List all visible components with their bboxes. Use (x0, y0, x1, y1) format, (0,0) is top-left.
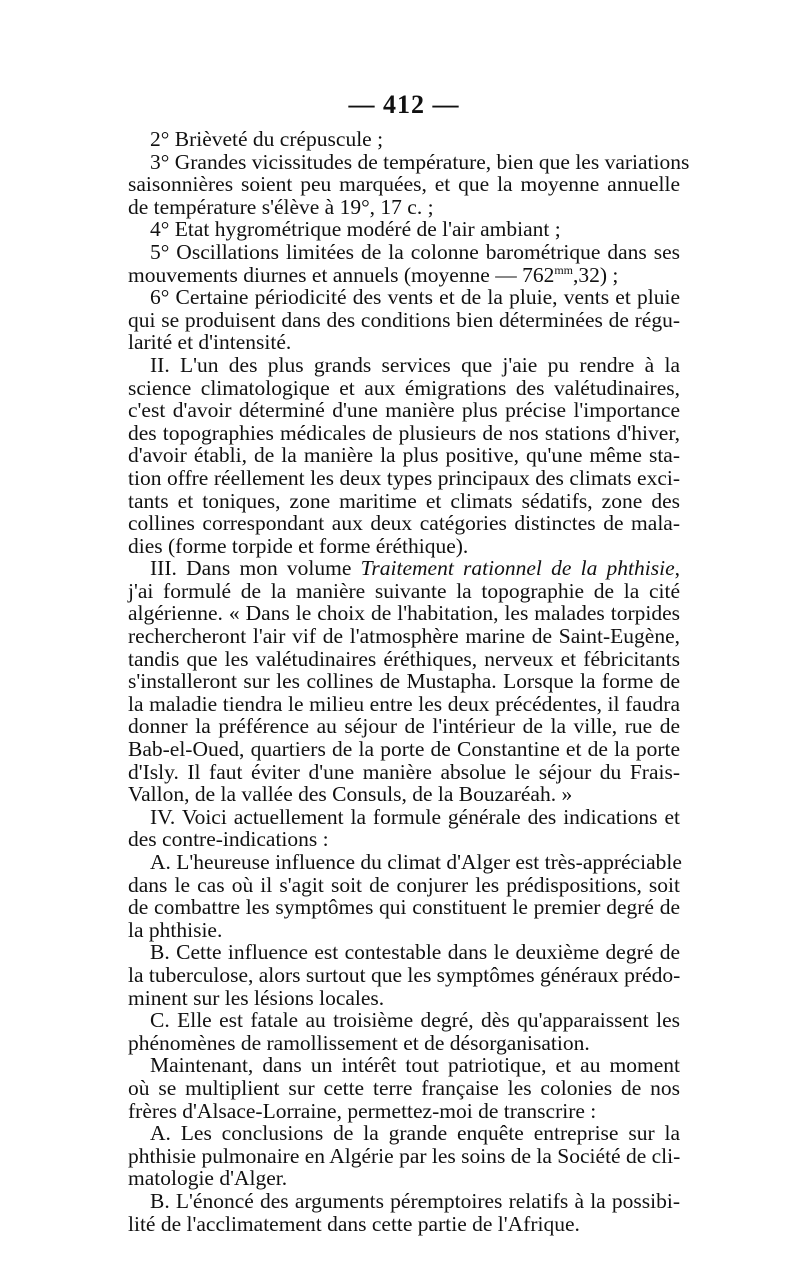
page-number: — 412 — (348, 90, 460, 119)
text-line: c'est d'avoir déterminé d'une manière plus précise l'importance (128, 398, 680, 423)
text-line: collines correspondant aux deux catégories distinctes de mala- (128, 511, 680, 536)
book-page (128, 88, 690, 1236)
text-line: de combattre les symptômes qui constituent le premier degré de (128, 895, 680, 920)
text-line: B. L'énoncé des arguments péremptoires relatifs à la possibi- (150, 1188, 680, 1213)
text-body (128, 127, 690, 1236)
text-line: dies (forme torpide et forme éréthique). (128, 533, 469, 558)
text-line: donner la préférence au séjour de l'intérieur de la ville, rue de (128, 714, 680, 739)
text-line: Vallon, de la vallée des Consuls, de la Bouzaréah. » (128, 782, 573, 807)
text-line: d'Isly. Il faut éviter d'une manière absolue le séjour du Frais- (128, 759, 680, 784)
text-line: d'avoir établi, de la manière la plus positive, qu'une même sta- (128, 443, 680, 468)
text-line: phénomènes de ramollissement et de désorganisation. (128, 1030, 590, 1055)
text-line: mouvements diurnes et annuels (moyenne — $762^{mm},32$) ; (128, 262, 619, 287)
text-line: la phthisie. (128, 917, 223, 942)
text-line: B. Cette influence est contestable dans le deuxième degré de (150, 940, 680, 965)
text-line: phthisie pulmonaire en Algérie par les soins de la Société de cli- (128, 1143, 681, 1168)
unit-superscript: mm (554, 262, 573, 277)
book-title: Traitement rationnel de la phthisie (360, 556, 675, 581)
text-line: saisonnières soient peu marquées, et que la moyenne annuelle (128, 172, 680, 197)
text-line: 3° Grandes vicissitudes de température, bien que les variations (150, 149, 690, 174)
text-line: des topographies médicales de plusieurs de nos stations d'hiver, (128, 420, 680, 445)
text-line: algérienne. « Dans le choix de l'habitation, les malades torpides (128, 601, 680, 626)
text-line: 2° Brièveté du crépuscule ; (150, 127, 384, 151)
text-line: 6° Certaine périodicité des vents et de la pluie, vents et pluie (150, 285, 680, 310)
text-line: A. L'heureuse influence du climat d'Alger est très-appréciable (150, 850, 682, 874)
text-line: III. Dans mon volume Traitement rationnel de la phthisie, (150, 556, 680, 581)
text-line: où se multiplient sur cette terre française les colonies de nos (128, 1075, 680, 1100)
text-line: s'installeront sur les collines de Mustapha. Lorsque la forme de (128, 669, 680, 694)
text-line: A. Les conclusions de la grande enquête entreprise sur la (150, 1121, 680, 1146)
text-line: matologie d'Alger. (128, 1166, 288, 1191)
text-line: II. L'un des plus grands services que j'aie pu rendre à la (150, 352, 680, 377)
text-line: j'ai formulé de la manière suivante la topographie de la cité (128, 578, 680, 603)
text-line: frères d'Alsace-Lorraine, permettez-moi de transcrire : (128, 1098, 597, 1123)
text-line: science climatologique et aux émigrations des valétudinaires, (128, 375, 680, 400)
text-line: de température s'élève à 19°, 17 c. ; (128, 194, 434, 219)
text-line: des contre-indications : (128, 827, 329, 852)
text-line: 4° Etat hygrométrique modéré de l'air ambiant ; (150, 217, 561, 242)
text-line: tants et toniques, zone maritime et climats sédatifs, zone des (128, 488, 680, 513)
text-line: la tuberculose, alors surtout que les symptômes généraux prédo- (128, 962, 681, 987)
text-line: IV. Voici actuellement la formule générale des indications et (150, 804, 680, 829)
text-line: Bab-el-Oued, quartiers de la porte de Constantine et de la porte (128, 737, 680, 762)
text-line: rechercheront l'air vif de l'atmosphère marine de Saint-Eugène, (128, 624, 680, 649)
text-line: 5° Oscillations limitées de la colonne barométrique dans ses (150, 239, 680, 264)
text-line: tion offre réellement les deux types principaux des climats exci- (128, 465, 680, 490)
text-line: dans le cas où il s'agit soit de conjurer les prédispositions, soit (128, 872, 680, 897)
text-line: qui se produisent dans des conditions bien déterminées de régu- (128, 307, 680, 332)
text-line: C. Elle est fatale au troisième degré, dès qu'apparaissent les (150, 1008, 680, 1033)
text-line: lité de l'acclimatement dans cette partie de l'Afrique. (128, 1211, 580, 1236)
text-line: Maintenant, dans un intérêt tout patriotique, et au moment (150, 1053, 680, 1078)
text-line: larité et d'intensité. (128, 330, 292, 355)
text-line: minent sur les lésions locales. (128, 985, 385, 1010)
text-line: la maladie tiendra le milieu entre les deux précédentes, il faudra (128, 691, 680, 716)
text-line: tandis que les valétudinaires éréthiques, nerveux et fébricitants (128, 646, 680, 671)
